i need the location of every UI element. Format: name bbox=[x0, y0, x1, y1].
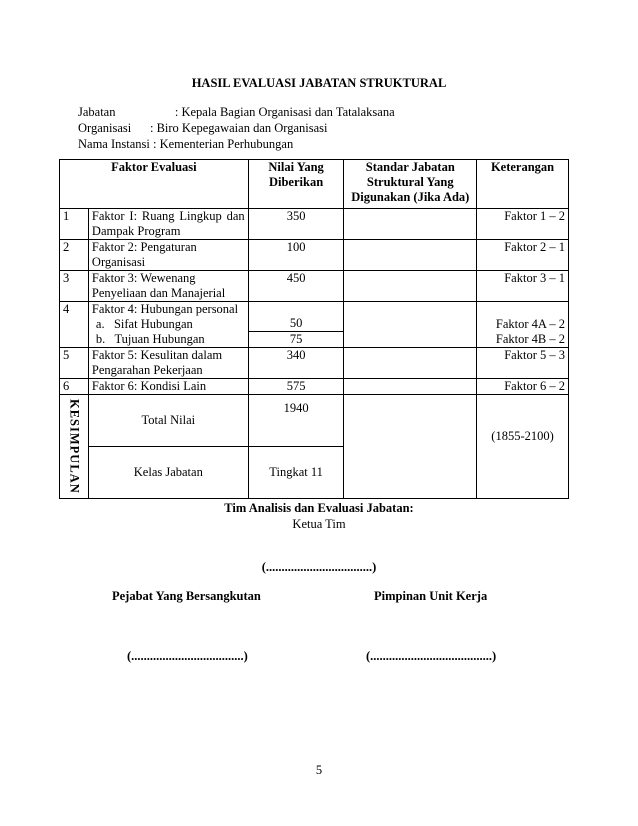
row-nilai: 100 bbox=[248, 240, 344, 271]
table-row bbox=[60, 209, 569, 240]
pimpinan-label: Pimpinan Unit Kerja bbox=[374, 589, 488, 603]
ketua-signature-line: (..................................) bbox=[261, 560, 377, 574]
row-standar bbox=[344, 271, 477, 302]
pejabat-signature-line: (....................................) bbox=[127, 649, 248, 663]
kelas-jabatan-value: Tingkat 11 bbox=[248, 447, 344, 499]
row-nilai-b: 75 bbox=[289, 332, 303, 346]
row-keterangan: Faktor 3 – 1 bbox=[477, 271, 569, 302]
row-keterangan: Faktor 2 – 1 bbox=[477, 240, 569, 271]
row-nilai bbox=[248, 302, 344, 348]
tim-heading: Tim Analisis dan Evaluasi Jabatan: bbox=[224, 501, 414, 515]
row-standar bbox=[344, 379, 477, 395]
info-jabatan: Jabatan : Kepala Bagian Organisasi dan Tatalaksana bbox=[78, 105, 395, 119]
total-nilai-value: 1940 bbox=[248, 395, 344, 447]
row-standar bbox=[344, 302, 477, 348]
row-number: 6 bbox=[60, 379, 89, 395]
row-faktor: Faktor I: Ruang Lingkup dan Dampak Program bbox=[88, 209, 248, 240]
row-nilai: 340 bbox=[248, 348, 344, 379]
table-header-row bbox=[60, 160, 569, 209]
table-row bbox=[60, 379, 569, 395]
row-number: 2 bbox=[60, 240, 89, 271]
ketua-tim-label: Ketua Tim bbox=[292, 517, 346, 531]
row-faktor: Faktor 2: Pengaturan Organisasi bbox=[88, 240, 248, 271]
kesimpulan-range: (1855-2100) bbox=[477, 395, 569, 499]
header-faktor: Faktor Evaluasi bbox=[60, 160, 249, 209]
row-faktor bbox=[88, 302, 248, 348]
row-standar bbox=[344, 348, 477, 379]
table-row bbox=[60, 348, 569, 379]
pimpinan-signature-line: (.......................................) bbox=[366, 649, 497, 663]
header-nilai: Nilai Yang Diberikan bbox=[248, 160, 344, 209]
row-number: 3 bbox=[60, 271, 89, 302]
row-number: 1 bbox=[60, 209, 89, 240]
kesimpulan-total-row bbox=[60, 395, 569, 447]
table-row bbox=[60, 271, 569, 302]
row-faktor: Faktor 5: Kesulitan dalam Pengarahan Pekerjaan bbox=[88, 348, 248, 379]
table-row bbox=[60, 240, 569, 271]
evaluation-table bbox=[59, 159, 569, 499]
row-faktor: Faktor 6: Kondisi Lain bbox=[88, 379, 248, 395]
info-organisasi: Organisasi : Biro Kepegawaian dan Organisasi bbox=[78, 121, 328, 135]
row-standar bbox=[344, 209, 477, 240]
row-nilai: 575 bbox=[248, 379, 344, 395]
document-title: HASIL EVALUASI JABATAN STRUKTURAL bbox=[191, 76, 447, 90]
total-nilai-label: Total Nilai bbox=[88, 395, 248, 447]
row-ket-b: Faktor 4B – 2 bbox=[495, 332, 565, 346]
pejabat-label: Pejabat Yang Bersangkutan bbox=[112, 589, 261, 603]
row-keterangan bbox=[477, 302, 569, 348]
row-sub-b: b. Tujuan Hubungan bbox=[95, 332, 205, 346]
row-ket-a: Faktor 4A – 2 bbox=[495, 317, 565, 331]
row-nilai: 350 bbox=[248, 209, 344, 240]
row-nilai: 450 bbox=[248, 271, 344, 302]
row-keterangan: Faktor 1 – 2 bbox=[477, 209, 569, 240]
table-row bbox=[60, 302, 569, 348]
row-faktor-title: Faktor 4: Hubungan personal bbox=[91, 302, 239, 316]
header-standar: Standar Jabatan Struktural Yang Digunakan (Jika Ada) bbox=[344, 160, 477, 209]
header-keterangan: Keterangan bbox=[477, 160, 569, 209]
info-instansi: Nama Instansi : Kementerian Perhubungan bbox=[78, 137, 294, 151]
page-number: 5 bbox=[315, 763, 323, 777]
row-faktor: Faktor 3: Wewenang Penyeliaan dan Manajerial bbox=[88, 271, 248, 302]
row-keterangan: Faktor 5 – 3 bbox=[477, 348, 569, 379]
row-number: 5 bbox=[60, 348, 89, 379]
row-number: 4 bbox=[60, 302, 89, 348]
kesimpulan-standar bbox=[344, 395, 477, 499]
kesimpulan-label: KESIMPULAN bbox=[60, 395, 89, 499]
kelas-jabatan-label: Kelas Jabatan bbox=[88, 447, 248, 499]
row-standar bbox=[344, 240, 477, 271]
row-keterangan: Faktor 6 – 2 bbox=[477, 379, 569, 395]
row-sub-a: a. Sifat Hubungan bbox=[95, 317, 193, 331]
row-nilai-a: 50 bbox=[249, 316, 344, 332]
